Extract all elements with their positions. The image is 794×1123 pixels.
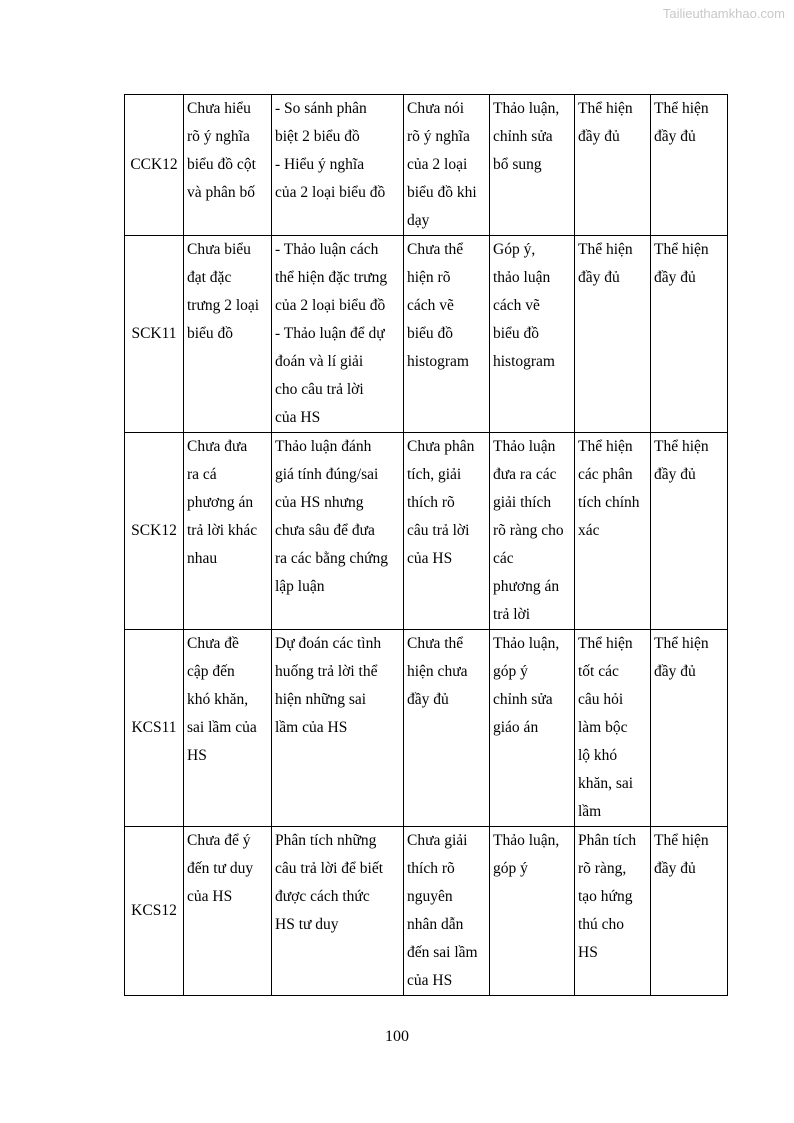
table-cell: - Thảo luận cách thể hiện đặc trưng của 2 loại biểu đồ - Thảo luận để dự đoán và lí giải cho câu trả lời của HS	[272, 236, 404, 433]
table-cell: Chưa giải thích rõ nguyên nhân dẫn đến sai lầm của HS	[404, 827, 490, 996]
evaluation-table	[124, 94, 728, 996]
page-number: 100	[385, 1028, 409, 1045]
table-cell: Thể hiện đầy đủ	[651, 630, 728, 827]
row-code: SCK12	[125, 433, 184, 630]
table-cell: Góp ý, thảo luận cách vẽ biểu đồ histogram	[490, 236, 575, 433]
table-cell: Thảo luận đánh giá tính đúng/sai của HS nhưng chưa sâu để đưa ra các bằng chứng lập luận	[272, 433, 404, 630]
table-cell: Chưa biểu đạt đặc trưng 2 loại biểu đồ	[184, 236, 272, 433]
watermark: Tailieuthamkhao.com	[662, 6, 785, 21]
table-row	[125, 433, 728, 630]
table-row	[125, 95, 728, 236]
table-cell: Chưa thể hiện rõ cách vẽ biểu đồ histogram	[404, 236, 490, 433]
table-cell: Thể hiện đầy đủ	[575, 236, 651, 433]
row-code: KCS11	[125, 630, 184, 827]
table-cell: Thảo luận, góp ý chỉnh sửa giáo án	[490, 630, 575, 827]
table-cell: Thể hiện đầy đủ	[651, 827, 728, 996]
table-row	[125, 827, 728, 996]
table-cell: Phân tích những câu trả lời để biết được cách thức HS tư duy	[272, 827, 404, 996]
table-cell: Thảo luận đưa ra các giải thích rõ ràng cho các phương án trả lời	[490, 433, 575, 630]
table-cell: Thể hiện đầy đủ	[575, 95, 651, 236]
table-cell: Chưa hiểu rõ ý nghĩa biểu đồ cột và phân bố	[184, 95, 272, 236]
table-cell: Thể hiện đầy đủ	[651, 433, 728, 630]
table-cell: Chưa nói rõ ý nghĩa của 2 loại biểu đồ khi dạy	[404, 95, 490, 236]
table-cell: Thảo luận, góp ý	[490, 827, 575, 996]
table-cell: Thể hiện tốt các câu hỏi làm bộc lộ khó khăn, sai lầm	[575, 630, 651, 827]
table-cell: Chưa đề cập đến khó khăn, sai lầm của HS	[184, 630, 272, 827]
table-cell: Chưa đưa ra cá phương án trả lời khác nhau	[184, 433, 272, 630]
table-row	[125, 236, 728, 433]
table-cell: Thể hiện các phân tích chính xác	[575, 433, 651, 630]
table-cell: Thảo luận, chỉnh sửa bổ sung	[490, 95, 575, 236]
row-code: CCK12	[125, 95, 184, 236]
table-cell: Phân tích rõ ràng, tạo hứng thú cho HS	[575, 827, 651, 996]
row-code: SCK11	[125, 236, 184, 433]
table-row	[125, 630, 728, 827]
table-cell: Dự đoán các tình huống trả lời thể hiện những sai lầm của HS	[272, 630, 404, 827]
table-cell: Thể hiện đầy đủ	[651, 95, 728, 236]
table-cell: Thể hiện đầy đủ	[651, 236, 728, 433]
table-cell: Chưa thể hiện chưa đầy đủ	[404, 630, 490, 827]
table-cell: Chưa để ý đến tư duy của HS	[184, 827, 272, 996]
table-cell: Chưa phân tích, giải thích rõ câu trả lời của HS	[404, 433, 490, 630]
row-code: KCS12	[125, 827, 184, 996]
table-cell: - So sánh phân biệt 2 biểu đồ - Hiểu ý nghĩa của 2 loại biểu đồ	[272, 95, 404, 236]
